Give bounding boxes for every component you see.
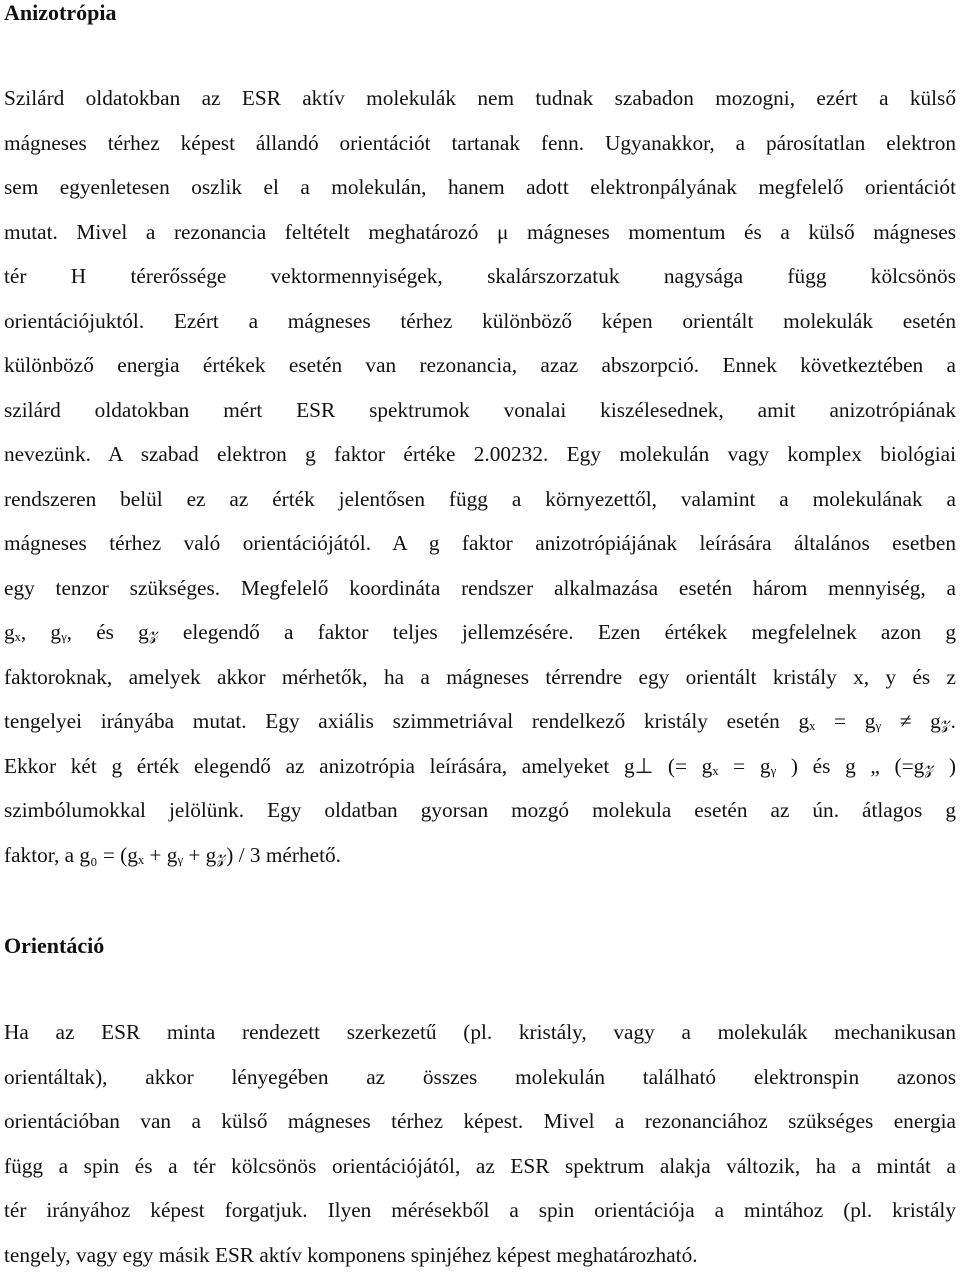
text-line: különböző energia értékek esetén van rezonancia, azaz abszorpció. Ennek következtében a (4, 343, 956, 388)
text-line: tengely, vagy egy másik ESR aktív komponens spinjéhez képest meghatározható. (4, 1233, 956, 1277)
text-line: mutat. Mivel a rezonancia feltételt meghatározó μ mágneses momentum és a külső mágneses (4, 210, 956, 255)
paragraph-anizotropia (4, 76, 956, 877)
section-heading-orientacio: Orientáció (4, 933, 104, 959)
text-line: függ a spin és a tér kölcsönös orientációjától, az ESR spektrum alakja változik, ha a mintát a (4, 1144, 956, 1189)
text-line: mágneses térhez való orientációjától. A g faktor anizotrópiájának leírására általános esetben (4, 521, 956, 566)
text-line: Ha az ESR minta rendezett szerkezetű (pl. kristály, vagy a molekulák mechanikusan (4, 1010, 956, 1055)
text-line: nevezünk. A szabad elektron g faktor értéke 2.00232. Egy molekulán vagy komplex biológiai (4, 432, 956, 477)
text-line: faktor, a g₀ = (gₓ + gᵧ + g𝓏) / 3 mérhető. (4, 833, 956, 878)
text-line: szimbólumokkal jelölünk. Egy oldatban gyorsan mozgó molekula esetén az ún. átlagos g (4, 788, 956, 833)
text-line: orientáltak), akkor lényegében az összes molekulán található elektronspin azonos (4, 1055, 956, 1100)
text-line: orientációjuktól. Ezért a mágneses térhez különböző képen orientált molekulák esetén (4, 299, 956, 344)
text-line: Szilárd oldatokban az ESR aktív molekulák nem tudnak szabadon mozogni, ezért a külső (4, 76, 956, 121)
text-line: tér irányához képest forgatjuk. Ilyen mérésekből a spin orientációja a mintához (pl. kristály (4, 1188, 956, 1233)
text-line: rendszeren belül ez az érték jelentősen függ a környezettől, valamint a molekulának a (4, 477, 956, 522)
text-line: szilárd oldatokban mért ESR spektrumok vonalai kiszélesednek, amit anizotrópiának (4, 388, 956, 433)
text-line: gₓ, gᵧ, és g𝓏 elegendő a faktor teljes jellemzésére. Ezen értékek megfelelnek azon g (4, 610, 956, 655)
text-line: orientációban van a külső mágneses térhez képest. Mivel a rezonanciához szükséges energia (4, 1099, 956, 1144)
text-line: mágneses térhez képest állandó orientációt tartanak fenn. Ugyanakkor, a párosítatlan elektron (4, 121, 956, 166)
text-line: egy tenzor szükséges. Megfelelő koordináta rendszer alkalmazása esetén három mennyiség, a (4, 566, 956, 611)
paragraph-orientacio (4, 1010, 956, 1277)
text-line: Ekkor két g érték elegendő az anizotrópia leírására, amelyeket g⊥ (= gₓ = gᵧ ) és g „ (=g𝓏 ) (4, 744, 956, 789)
text-line: sem egyenletesen oszlik el a molekulán, hanem adott elektronpályának megfelelő orientációt (4, 165, 956, 210)
text-line: tér H térerőssége vektormennyiségek, skalárszorzatuk nagysága függ kölcsönös (4, 254, 956, 299)
section-heading-anizotropia: Anizotrópia (4, 0, 116, 26)
text-line: tengelyei irányába mutat. Egy axiális szimmetriával rendelkező kristály esetén gₓ = gᵧ ≠ g𝓏. (4, 699, 956, 744)
text-line: faktoroknak, amelyek akkor mérhetők, ha a mágneses térrendre egy orientált kristály x, y és z (4, 655, 956, 700)
